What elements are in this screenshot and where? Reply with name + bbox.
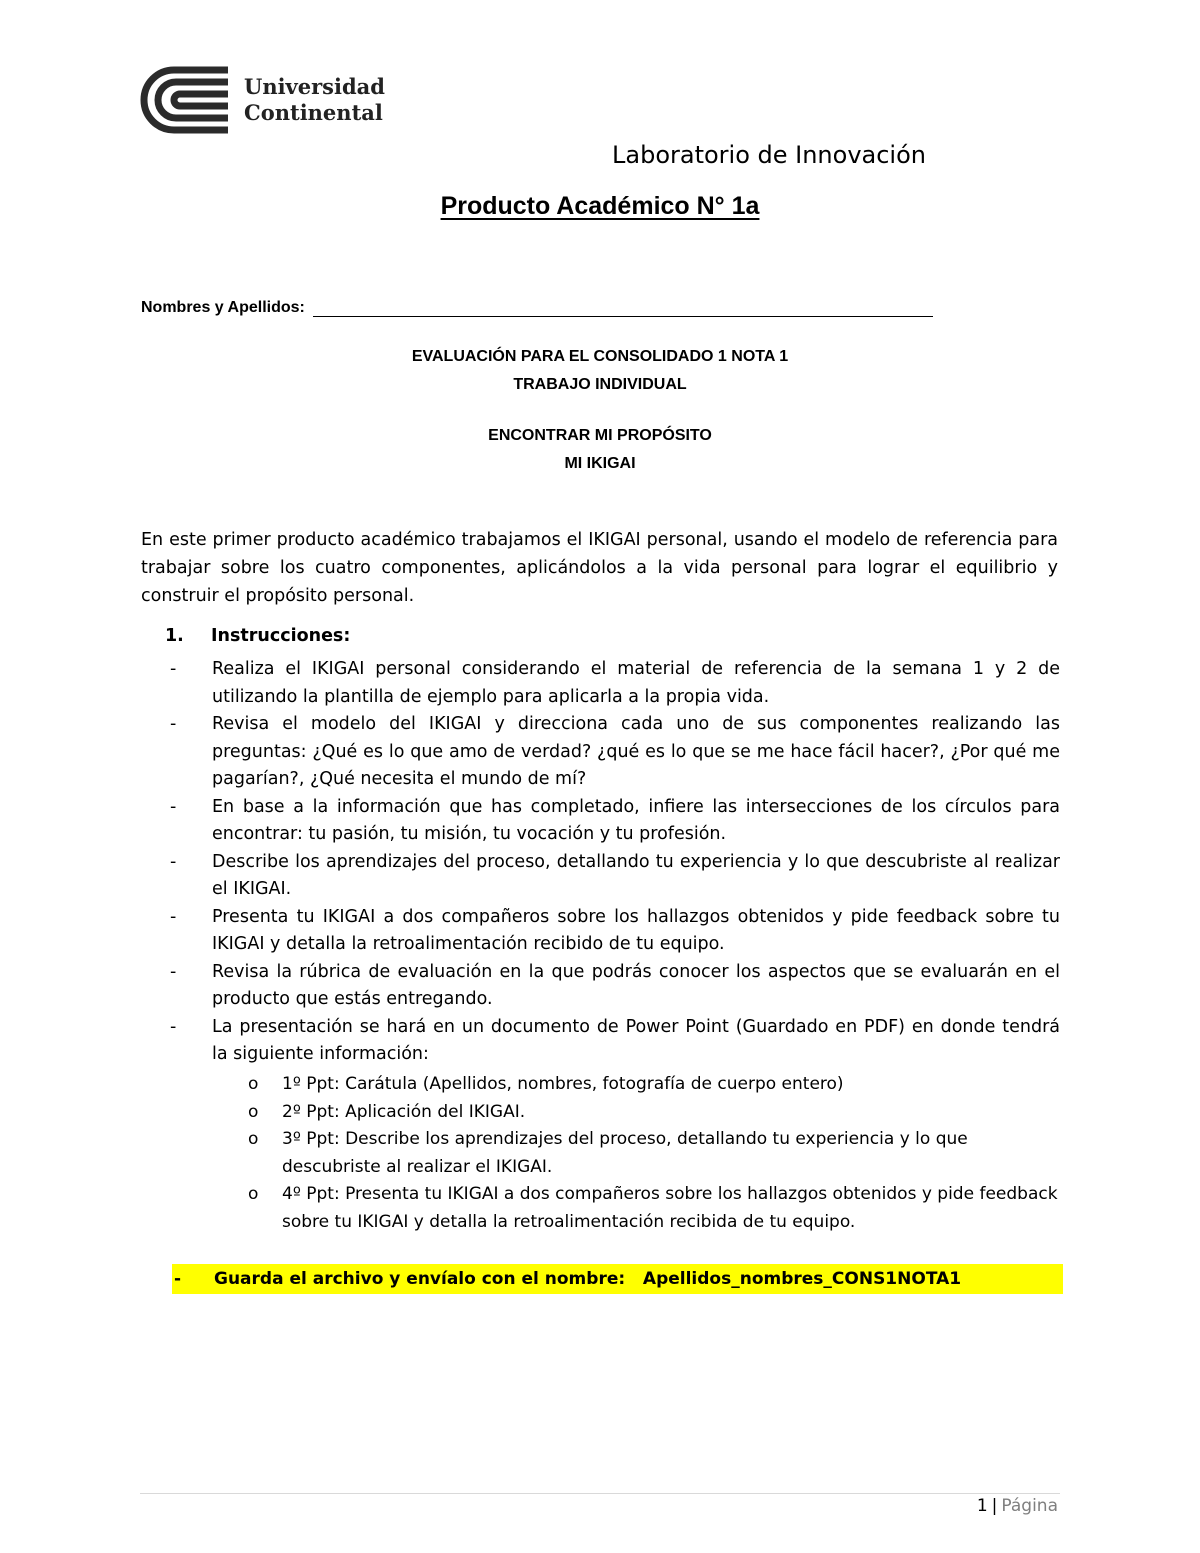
list-item-text: Presenta tu IKIGAI a dos compañeros sobre los hallazgos obtenidos y pide feedback sobre tu IKIGAI y detalla la retroalimentación recibido de tu equipo. — [212, 906, 1060, 954]
list-item-text: Revisa la rúbrica de evaluación en la que podrás conocer los aspectos que se evaluarán en el producto que estás entregando. — [212, 961, 1060, 1009]
dash-bullet: - — [170, 906, 177, 927]
instructions-list — [170, 656, 1060, 1069]
list-item — [170, 711, 1060, 794]
ppt-sublist — [248, 1071, 1058, 1236]
instructions-title: Instrucciones: — [211, 626, 351, 646]
names-field — [141, 298, 933, 317]
instructions-number: 1. — [165, 626, 184, 646]
sub-list-item — [248, 1126, 1058, 1181]
logo-mark-icon — [140, 66, 234, 134]
sub-list-item-text: 3º Ppt: Describe los aprendizajes del proceso, detallando tu experiencia y lo que descubriste al realizar el IKIGAI. — [282, 1129, 968, 1177]
list-item-text: Realiza el IKIGAI personal considerando el material de referencia de la semana 1 y 2 de utilizando la plantilla de ejemplo para aplicarla a la propia vida. — [212, 659, 1060, 707]
logo-line-2: Continental — [244, 100, 383, 125]
dash-bullet: - — [170, 714, 177, 734]
footer-separator: | — [991, 1496, 998, 1516]
logo-line-1: Universidad — [244, 74, 385, 99]
footer-divider — [140, 1493, 1060, 1494]
sub-list-item-text: 4º Ppt: Presenta tu IKIGAI a dos compañeros sobre los hallazgos obtenidos y pide feedback sobre tu IKIGAI y detalla la retroalimentación recibida de tu equipo. — [282, 1184, 1058, 1232]
list-item-text: Revisa el modelo del IKIGAI y direcciona cada uno de sus componentes realizando las preguntas: ¿Qué es lo que amo de verdad? ¿qué es lo que se me hace fácil hacer?, ¿Por qué me pagarían?, ¿Qué necesita el mundo de mí? — [212, 714, 1060, 789]
list-item — [170, 959, 1060, 1014]
list-item — [170, 656, 1060, 711]
dash-bullet: - — [170, 796, 177, 817]
evaluation-heading-line-2: TRABAJO INDIVIDUAL — [513, 376, 687, 393]
purpose-heading-line-1: ENCONTRAR MI PROPÓSITO — [488, 427, 712, 444]
product-title — [0, 192, 1200, 221]
save-file-instruction — [172, 1264, 1063, 1294]
evaluation-heading — [0, 343, 1200, 399]
instructions-heading — [165, 626, 350, 646]
list-item-text: En base a la información que has completado, infiere las intersecciones de los círculos para encontrar: tu pasión, tu misión, tu vocación y tu profesión. — [212, 796, 1060, 844]
purpose-heading-line-2: MI IKIGAI — [564, 455, 636, 472]
page-number: 1 — [976, 1496, 988, 1516]
lab-title: Laboratorio de Innovación — [612, 141, 926, 169]
list-item — [170, 904, 1060, 959]
list-item — [170, 794, 1060, 849]
circle-bullet: o — [248, 1101, 259, 1122]
sub-list-item-text: 2º Ppt: Aplicación del IKIGAI. — [282, 1101, 526, 1122]
sub-list-item — [248, 1099, 1058, 1127]
dash-bullet: - — [170, 961, 177, 982]
dash-bullet: - — [174, 1269, 182, 1289]
dash-bullet: - — [170, 659, 177, 679]
names-label: Nombres y Apellidos: — [141, 299, 305, 316]
dash-bullet: - — [170, 1016, 177, 1037]
purpose-heading — [0, 422, 1200, 478]
circle-bullet: o — [248, 1129, 259, 1149]
evaluation-heading-line-1: EVALUACIÓN PARA EL CONSOLIDADO 1 NOTA 1 — [411, 348, 789, 365]
logo-text — [244, 74, 385, 126]
circle-bullet: o — [248, 1184, 259, 1204]
sub-list-item — [248, 1181, 1058, 1236]
sub-list-item — [248, 1071, 1058, 1099]
list-item-text: Describe los aprendizajes del proceso, detallando tu experiencia y lo que descubriste al realizar el IKIGAI. — [212, 851, 1060, 899]
dash-bullet: - — [170, 851, 177, 872]
intro-paragraph: En este primer producto académico trabajamos el IKIGAI personal, usando el modelo de referencia para trabajar sobre los cuatro componentes, aplicándolos a la vida personal para lograr el equilibrio y construir el propósito personal. — [141, 530, 1058, 606]
page-footer — [977, 1496, 1058, 1516]
circle-bullet: o — [248, 1074, 259, 1094]
names-blank-line — [313, 298, 933, 317]
list-item-text: La presentación se hará en un documento de Power Point (Guardado en PDF) en donde tendrá la siguiente información: — [212, 1016, 1060, 1064]
save-file-instruction-text: Guarda el archivo y envíalo con el nombre: Apellidos_nombres_CONS1NOTA1 — [214, 1269, 962, 1289]
list-item — [170, 1014, 1060, 1069]
sub-list-item-text: 1º Ppt: Carátula (Apellidos, nombres, fotografía de cuerpo entero) — [282, 1074, 844, 1094]
page-label: Página — [1001, 1496, 1058, 1516]
university-logo — [140, 66, 385, 136]
list-item — [170, 849, 1060, 904]
product-title-text: Producto Académico N° 1a — [440, 192, 760, 220]
